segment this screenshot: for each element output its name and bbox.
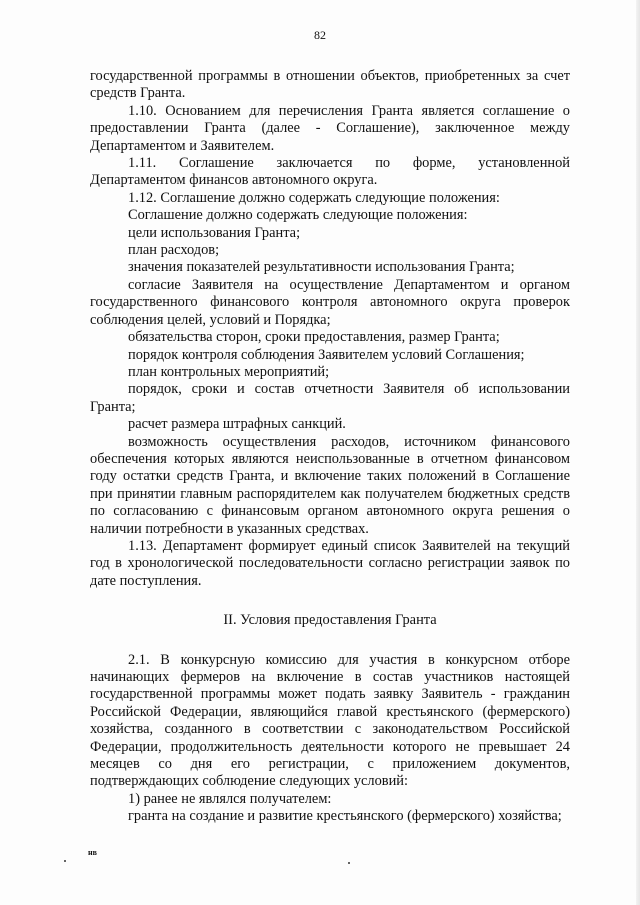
footer-mark: нв — [88, 848, 97, 857]
paragraph: государственной программы в отношении объектов, приобретенных за счет средств Гранта. — [90, 68, 570, 102]
paragraph: гранта на создание и развитие крестьянского (фермерского) хозяйства; — [128, 808, 562, 825]
paragraphs-after-section — [90, 652, 570, 826]
paragraph: согласие Заявителя на осуществление Департаментом и органом государственного финансового контроля автономного округа проверок соблюдения целей, условий и Порядка; — [90, 276, 570, 328]
paragraph: 1.12. Соглашение должно содержать следующие положения: — [128, 189, 500, 206]
paragraph: 1.10. Основанием для перечисления Гранта является соглашение о предоставлении Гранта (далее - Соглашение), заключенное между Департаментом и Заявителем. — [90, 102, 570, 154]
paragraph: план контрольных мероприятий; — [128, 363, 330, 380]
paragraph: расчет размера штрафных санкций. — [128, 416, 346, 433]
paragraph: обязательства сторон, сроки предоставления, размер Гранта; — [128, 329, 500, 346]
scan-speck — [64, 860, 66, 862]
paragraphs-before-section — [90, 68, 570, 590]
paragraph: 1) ранее не являлся получателем: — [128, 790, 332, 807]
scan-speck — [348, 862, 350, 864]
section-heading: II. Условия предоставления Гранта — [223, 612, 437, 629]
paragraph: 1.11. Соглашение заключается по форме, установленной Департаментом финансов автономного округа. — [90, 155, 570, 189]
paragraph: порядок, сроки и состав отчетности Заявителя об использовании Гранта; — [90, 381, 570, 415]
paragraph: 1.13. Департамент формирует единый список Заявителей на текущий год в хронологической последовательности согласно регистрации заявок по дате поступления. — [90, 537, 570, 589]
paragraph: значения показателей результативности использования Гранта; — [128, 259, 515, 276]
paragraph: Соглашение должно содержать следующие положения: — [128, 207, 468, 224]
document-body — [90, 68, 570, 826]
paragraph: план расходов; — [128, 242, 220, 259]
page-edge — [636, 0, 640, 905]
page-number: 82 — [314, 28, 326, 42]
paragraph: возможность осуществления расходов, источником финансового обеспечения которых являются неиспользованные в отчетном финансовом году остатки средств Гранта, и включение таких положений в Соглашение при принятии главным распорядителем как получателем бюджетных средств по согласованию с финансовым органом автономного округа решения о наличии потребности в указанных средствах. — [90, 433, 570, 537]
paragraph: цели использования Гранта; — [128, 224, 301, 241]
paragraph: 2.1. В конкурсную комиссию для участия в конкурсном отборе начинающих фермеров на включение в состав участников настоящей государственной программы может подать заявку Заявитель - гражданин Российской Федерации, являющийся главой крестьянского (фермерского) хозяйства, созданного в соответствии с законодательством Российской Федерации, продолжительность деятельности которого не превышает 24 месяцев со дня его регистрации, с приложением документов, подтверждающих соблюдение следующих условий: — [90, 651, 570, 790]
paragraph: порядок контроля соблюдения Заявителем условий Соглашения; — [128, 346, 525, 363]
